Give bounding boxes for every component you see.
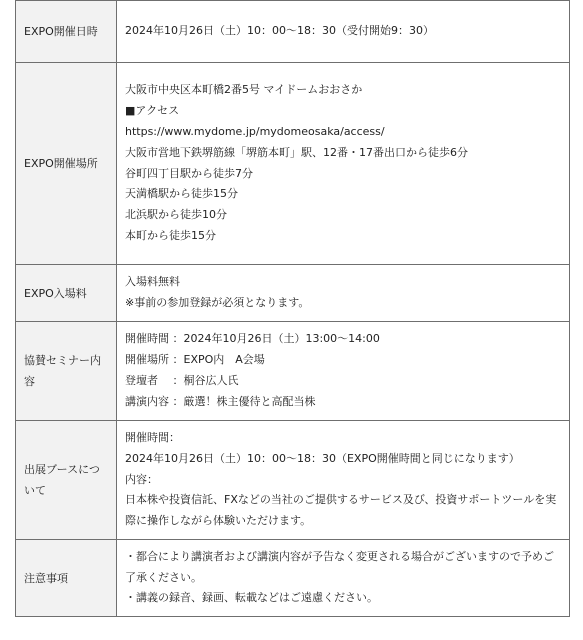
note-recording: ・講義の録音、録画、転載などはご遠慮ください。 <box>125 591 378 605</box>
row-label-expo-venue: EXPO開催場所 <box>16 63 117 265</box>
row-label-expo-fee: EXPO入場料 <box>16 265 117 322</box>
table-row-expo-date <box>16 1 570 63</box>
seminar-time: 開催時間 ：2024年10月26日（土）13:00～14:00 <box>125 332 380 346</box>
venue-address: 大阪市中央区本町橋2番5号 マイドームおおさか <box>125 83 363 97</box>
event-details-table <box>15 0 570 617</box>
seminar-speaker: 登壇者 ：桐谷広人氏 <box>125 374 239 387</box>
expo-date-text: 2024年10月26日（土）10：00～18：30（受付開始9：30） <box>125 24 434 38</box>
table-row-expo-venue <box>16 63 570 265</box>
booth-content-heading: 内容： <box>125 472 158 486</box>
access-route-honmachi: 本町から徒歩15分 <box>125 228 216 242</box>
booth-content: 日本株や投資信託、FXなどの当社のご提供するサービス及び、投資サポートツールを実際に操作しながら体験いただけます。 <box>125 493 557 528</box>
booth-time: 2024年10月26日（土）10：00～18：30（EXPO開催時間と同じになります） <box>125 451 520 465</box>
access-link[interactable]: https://www.mydome.jp/mydomeosaka/access/ <box>125 124 385 138</box>
row-label-expo-date: EXPO開催日時 <box>16 1 117 63</box>
booth-time-heading: 開催時間： <box>125 431 180 444</box>
table-row-booth <box>16 421 570 540</box>
table-row-seminar <box>16 322 570 421</box>
seminar-topic: 講演内容 ：厳選！株主優待と高配当株 <box>125 394 316 408</box>
access-route-tenmabashi: 天満橋駅から徒歩15分 <box>125 187 238 201</box>
row-content-booth <box>117 421 570 540</box>
table-row-expo-fee <box>16 265 570 322</box>
seminar-place: 開催場所 ：EXPO内 A会場 <box>125 353 265 367</box>
fee-text: 入場料無料 <box>125 275 180 289</box>
access-route-kitahama: 北浜駅から徒歩10分 <box>125 208 227 222</box>
row-content-notes <box>117 540 570 617</box>
access-heading: ■アクセス <box>125 104 180 118</box>
table-row-notes <box>16 540 570 617</box>
row-label-notes: 注意事項 <box>16 540 117 617</box>
registration-note: ※事前の参加登録が必須となります。 <box>125 296 310 309</box>
row-content-expo-venue <box>117 63 570 265</box>
access-route-tanimachi: 谷町四丁目駅から徒歩7分 <box>125 166 253 180</box>
row-label-booth: 出展ブースについて <box>16 421 117 540</box>
row-content-expo-date <box>117 1 570 63</box>
row-label-seminar: 協賛セミナー内容 <box>16 322 117 421</box>
note-schedule-change: ・都合により講演者および講演内容が予告なく変更される場合がございますので予めご了承ください。 <box>125 549 554 584</box>
row-content-seminar <box>117 322 570 421</box>
row-content-expo-fee <box>117 265 570 322</box>
event-details-panel <box>15 0 570 617</box>
access-route-subway: 大阪市営地下鉄堺筋線「堺筋本町」駅、12番・17番出口から徒歩6分 <box>125 145 468 159</box>
